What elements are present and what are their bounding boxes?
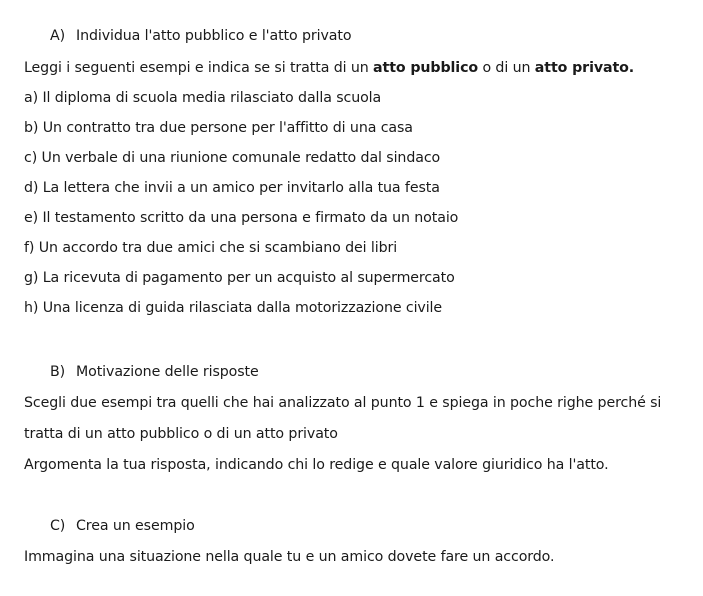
section-b-heading bbox=[50, 362, 259, 382]
section-b-marker: B) bbox=[50, 364, 66, 380]
section-b-title: Motivazione delle risposte bbox=[76, 364, 259, 380]
section-a-marker: A) bbox=[50, 28, 66, 44]
instruction-text-1: Leggi i seguenti esempi e indica se si tratta di un bbox=[24, 60, 374, 76]
list-item-h: h) Una licenza di guida rilasciata dalla motorizzazione civile bbox=[24, 300, 443, 316]
list-item-b: b) Un contratto tra due persone per l'affitto di una casa bbox=[24, 120, 413, 136]
section-a-heading bbox=[50, 26, 351, 46]
section-b-line-2: tratta di un atto pubblico o di un atto privato bbox=[24, 426, 338, 442]
list-item-f: f) Un accordo tra due amici che si scambiano dei libri bbox=[24, 240, 398, 256]
section-c-title: Crea un esempio bbox=[76, 518, 195, 534]
section-c-line-1: Immagina una situazione nella quale tu e un amico dovete fare un accordo. bbox=[24, 549, 555, 565]
section-b-line-1: Scegli due esempi tra quelli che hai analizzato al punto 1 e spiega in poche righe perché si bbox=[24, 395, 662, 411]
list-item-d: d) La lettera che invii a un amico per invitarlo alla tua festa bbox=[24, 180, 440, 196]
list-item-c: c) Un verbale di una riunione comunale redatto dal sindaco bbox=[24, 150, 441, 166]
list-item-e: e) Il testamento scritto da una persona e firmato da un notaio bbox=[24, 210, 459, 226]
section-a-instruction bbox=[24, 58, 634, 78]
instruction-text-2: o di un bbox=[478, 60, 535, 76]
section-b-line-3: Argomenta la tua risposta, indicando chi lo redige e quale valore giuridico ha l'atto. bbox=[24, 457, 609, 473]
section-c-marker: C) bbox=[50, 518, 66, 534]
section-c-heading bbox=[50, 516, 195, 536]
list-item-g: g) La ricevuta di pagamento per un acquisto al supermercato bbox=[24, 270, 455, 286]
instruction-bold-private: atto privato. bbox=[534, 60, 635, 76]
section-a-title: Individua l'atto pubblico e l'atto privato bbox=[76, 28, 352, 44]
instruction-bold-public: atto pubblico bbox=[373, 60, 479, 76]
list-item-a: a) Il diploma di scuola media rilasciato dalla scuola bbox=[24, 90, 382, 106]
